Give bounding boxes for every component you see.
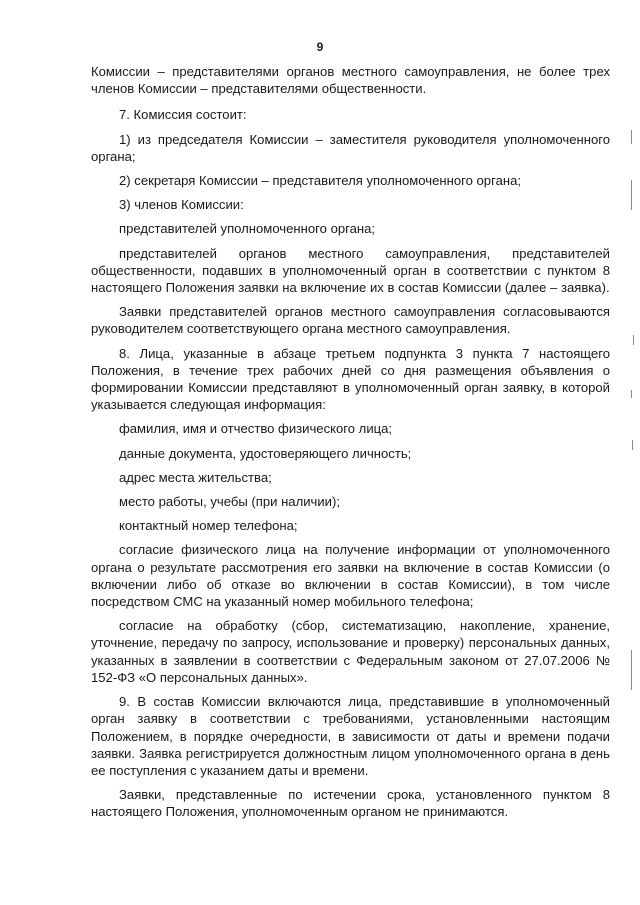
info-id-document: данные документа, удостоверяющего личность; (119, 445, 412, 461)
clause-7-item-2: 2) секретаря Комиссии – представителя уполномоченного органа; (119, 173, 522, 189)
clause-7-heading: 7. Комиссия состоит: (119, 107, 247, 123)
info-phone: контактный номер телефона; (119, 518, 298, 534)
info-consent-notification: согласие физического лица на получение информации от уполномоченного органа о результате рассмотрения его заявки на включение в состав Комиссии (о включении либо об отказе во включении в состав Комиссии), в том числе посредством СМС на указанный номер мобильного телефона; (91, 542, 610, 610)
info-consent-personal-data: согласие на обработку (сбор, систематизацию, накопление, хранение, уточнение, передачу по запросу, использование и проверку) персональных данных, указанных в заявлении в соответствии с Федеральным законом от 27.07.2006 № 152-ФЗ «О персональных данных». (91, 618, 610, 685)
members-local-government: представителей органов местного самоуправления, представителей общественности, подавших в уполномоченный орган в соответствии с пунктом 8 настоящего Положения заявки на включение их в состав Комиссии (далее – заявка). (91, 245, 610, 296)
scan-mark (632, 440, 633, 450)
scan-mark (631, 180, 632, 210)
late-applications: Заявки, представленные по истечении срока, установленного пунктом 8 настоящего Положения, уполномоченным органом не принимаются. (91, 787, 610, 820)
info-address: адрес места жительства; (119, 469, 272, 485)
scan-mark (633, 335, 634, 345)
scan-mark (631, 650, 632, 690)
scan-margin-marks (628, 120, 636, 720)
clause-7-item-1: 1) из председателя Комиссии – заместителя руководителя уполномоченного органа; (91, 131, 610, 164)
clause-7-item-3: 3) членов Комиссии: (119, 197, 244, 213)
clause-8: 8. Лица, указанные в абзаце третьем подпункта 3 пункта 7 настоящего Положения, в течение трех рабочих дней со дня размещения объявления о формировании Комиссии представляют в уполномоченный орган заявку, в которой указывается следующая информация: (91, 345, 610, 413)
info-full-name: фамилия, имя и отчество физического лица; (119, 421, 393, 437)
clause-9: 9. В состав Комиссии включаются лица, представившие в уполномоченный орган заявку в соответствии с требованиями, установленными настоящим Положением, в порядке очередности, в зависимости от даты и времени подачи заявки. Заявка регистрируется должностным лицом уполномоченного органа в день ее поступления с указанием даты и времени. (91, 694, 610, 778)
info-workplace: место работы, учебы (при наличии); (119, 494, 340, 510)
paragraph-continuation: Комиссии – представителями органов местного самоуправления, не более трех членов Комиссии – представителями общественности. (91, 64, 610, 97)
scan-mark (631, 390, 632, 398)
members-authorized-body: представителей уполномоченного органа; (119, 221, 376, 237)
applications-approval: Заявки представителей органов местного самоуправления согласовываются руководителем соответствующего органа местного самоуправления. (91, 304, 610, 337)
page-number: 9 (316, 40, 324, 54)
document-body (91, 63, 610, 828)
scan-mark (631, 130, 632, 144)
